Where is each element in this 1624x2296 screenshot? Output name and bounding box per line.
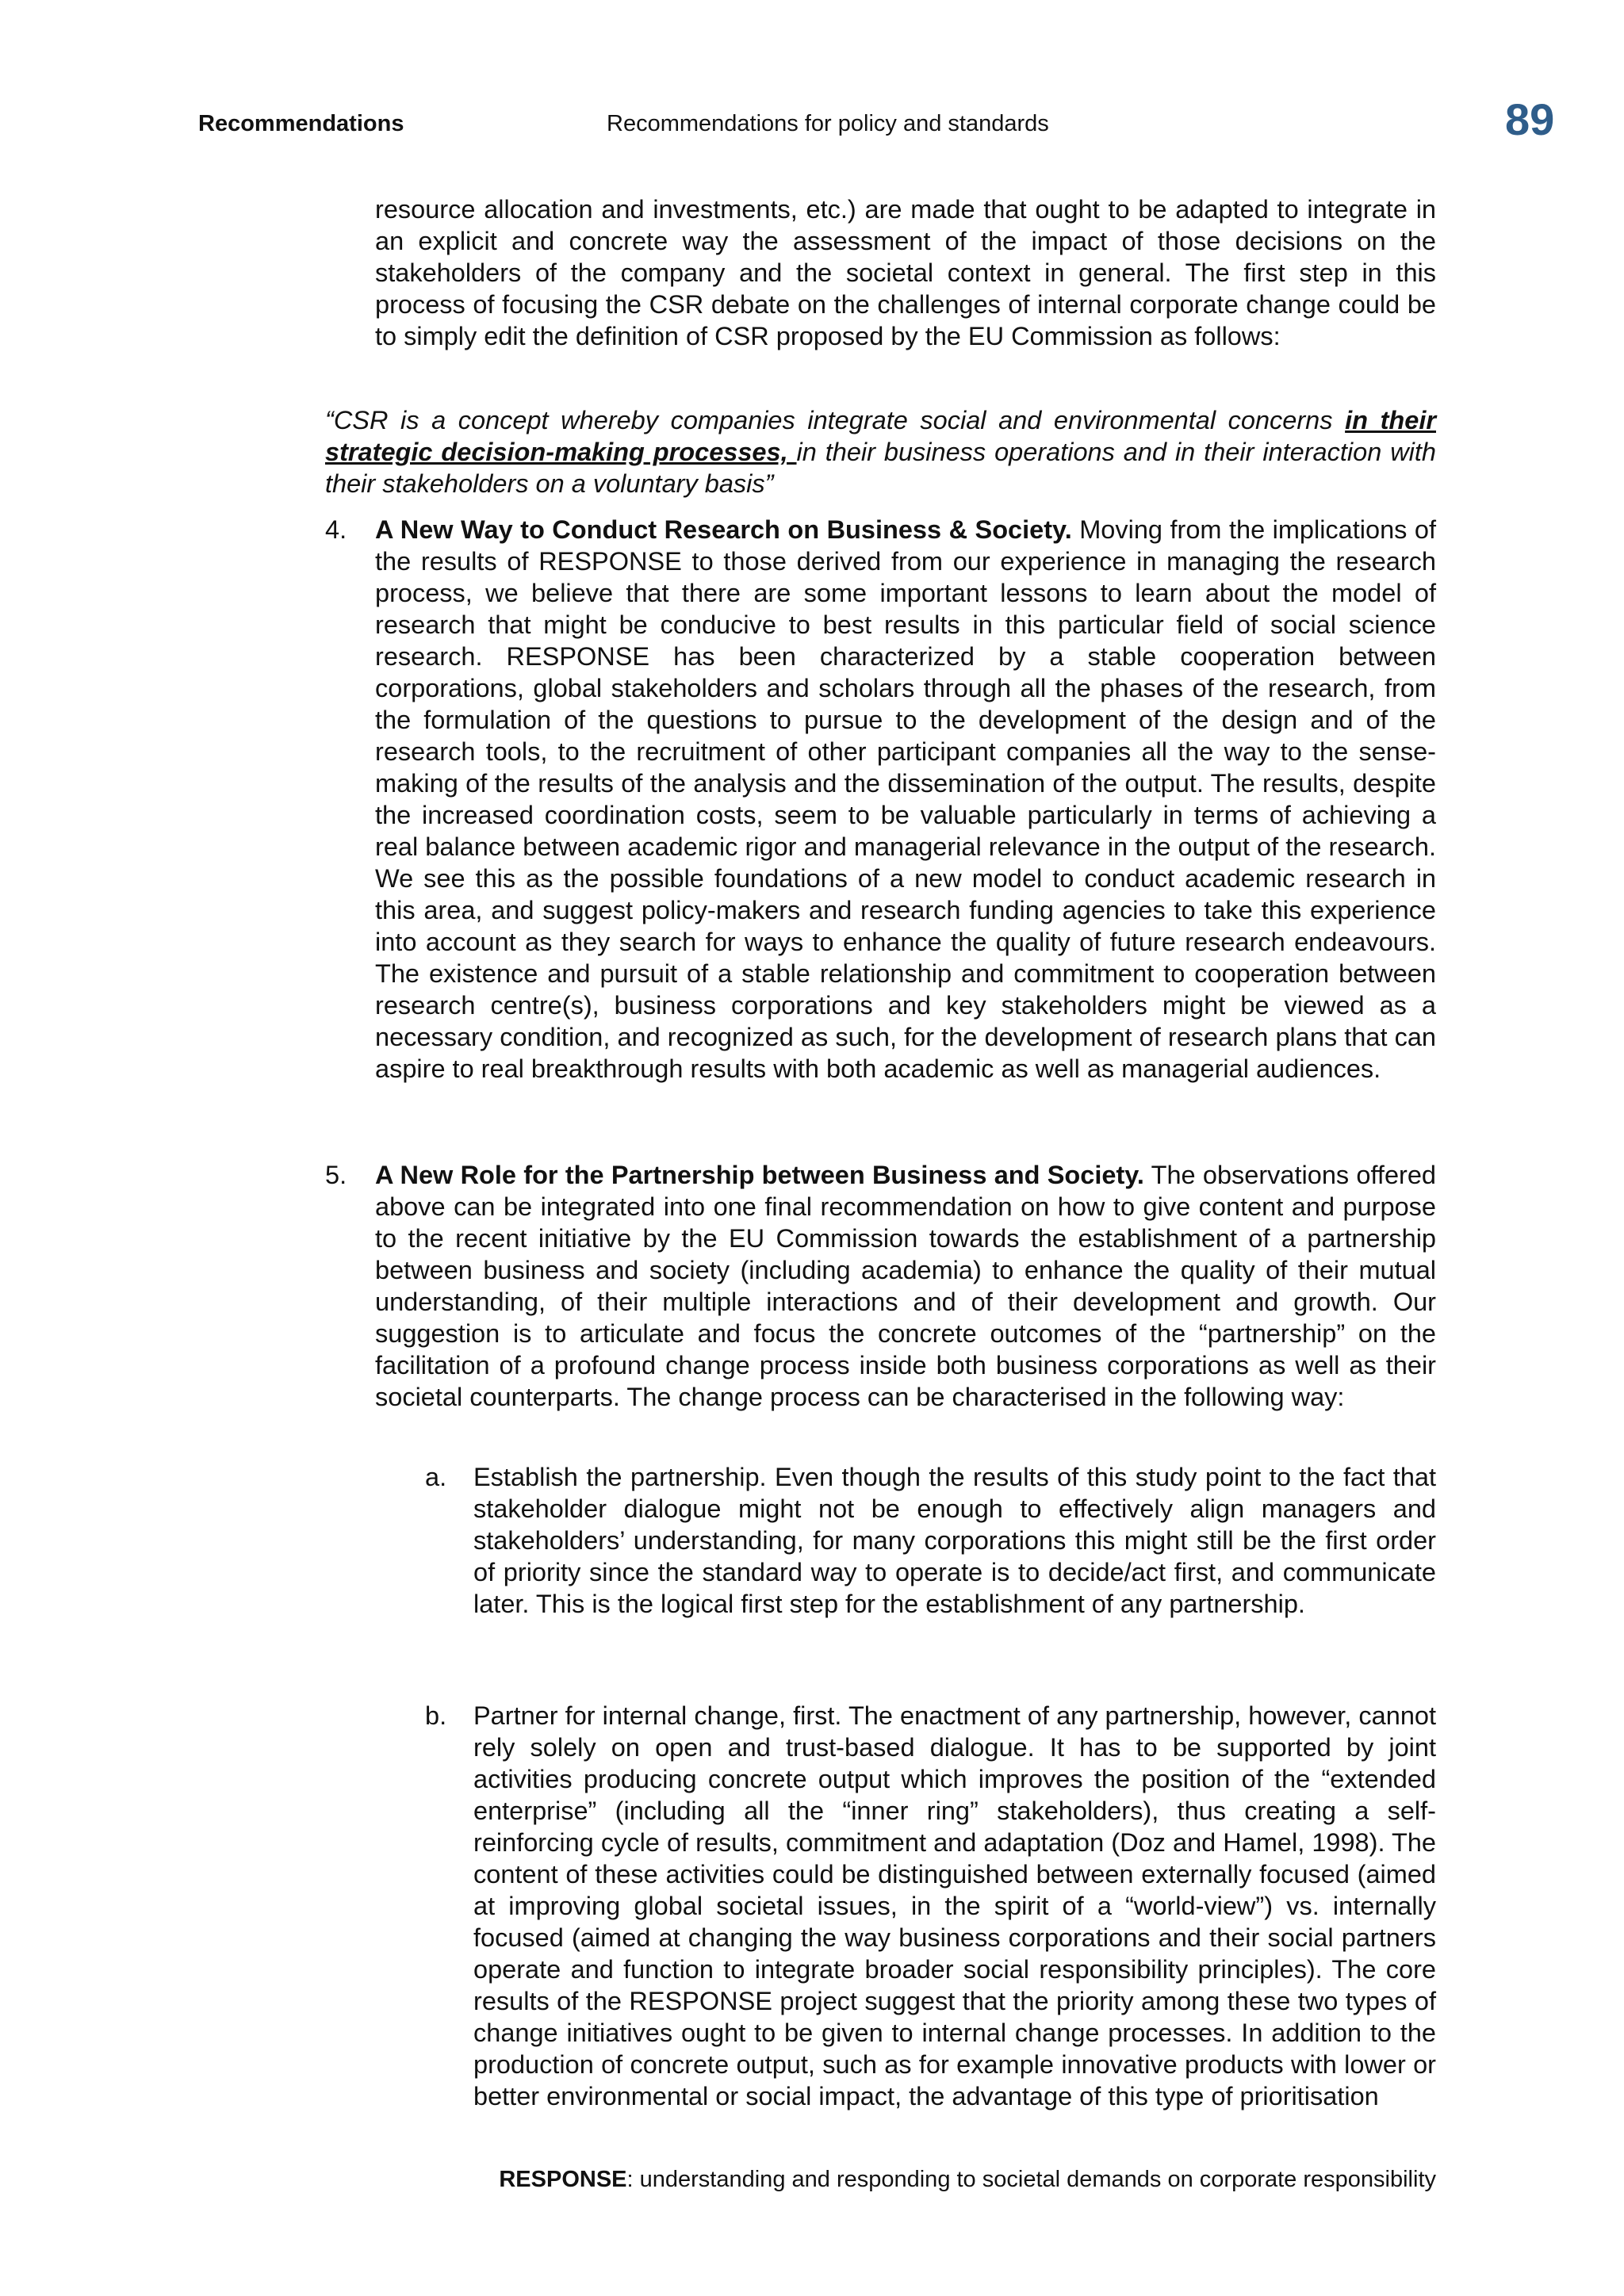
header-section-label: Recommendations xyxy=(198,111,404,136)
continuation-paragraph: resource allocation and investments, etc.) are made that ought to be adapted to integrate in an explicit and concrete way the assessment of the impact of those decisions on the stakeholders of the company and the societal context in general. The first step in this process of focusing the CSR debate on the challenges of internal corporate change could be to simply edit the definition of CSR proposed by the EU Commission as follows: xyxy=(375,195,1436,350)
list-item-number: 5. xyxy=(325,1161,347,1189)
list-item-heading: A New Way to Conduct Research on Business & Society. xyxy=(375,515,1072,544)
header-chapter-title: Recommendations for policy and standards xyxy=(607,111,1049,136)
list-item-body: Moving from the implications of the results of RESPONSE to those derived from our experience in managing the research process, we believe that there are some important lessons to learn about the model of research that might be conducive to best results in this particular field of social science research. RESPONSE has been characterized by a stable cooperation between corporations, global stakeholders and scholars through all the phases of the research, from the formulation of the questions to pursue to the development of the design and of the research tools, to the recruitment of other participant companies all the way to the sense-making of the results of the analysis and the dissemination of the output. The results, despite the increased coordination costs, seem to be valuable particularly in terms of achieving a real balance between academic rigor and managerial relevance in the output of the research. We see this as the possible foundations of a new model to conduct academic research in this area, and suggest policy-makers and research funding agencies to take this experience into account as they search for ways to enhance the quality of future research endeavours. The existence and pursuit of a stable relationship and commitment to cooperation between research centre(s), business corporations and key stakeholders might be viewed as a necessary condition, and recognized as such, for the development of research plans that can aspire to real breakthrough results with both academic as well as managerial audiences. xyxy=(375,515,1436,1083)
sub-item-letter: b. xyxy=(425,1701,447,1730)
sub-item-a xyxy=(425,1461,1436,1620)
list-item-5 xyxy=(325,1159,1436,1413)
quote-text-before: “CSR is a concept whereby companies integrate social and environmental concerns xyxy=(325,406,1346,434)
quote-text-after: in their business operations and in their interaction with their stakeholders on a voluntary basis” xyxy=(325,438,1436,498)
list-item-4 xyxy=(325,514,1436,1085)
sub-item-letter: a. xyxy=(425,1463,447,1491)
list-item-number: 4. xyxy=(325,515,347,544)
page-footer xyxy=(428,2167,1436,2193)
footer-brand: RESPONSE xyxy=(499,2167,627,2192)
sub-item-body: Partner for internal change, first. The enactment of any partnership, however, cannot rely solely on open and trust-based dialogue. It has to be supported by joint activities producing concrete output which improves the position of the “extended enterprise” (including all the “inner ring” stakeholders), thus creating a self-reinforcing cycle of results, commitment and adaptation (Doz and Hamel, 1998). The content of these activities could be distinguished between externally focused (aimed at improving global societal issues, in the spirit of a “world-view”) vs. internally focused (aimed at changing the way business corporations and their social partners operate and function to integrate broader social responsibility principles). The core results of the RESPONSE project suggest that the priority among these two types of change initiatives ought to be given to internal change processes. In addition to the production of concrete output, such as for example innovative products with lower or better environmental or social impact, the advantage of this type of prioritisation xyxy=(473,1701,1436,2110)
footer-text: : understanding and responding to societal demands on corporate responsibility xyxy=(626,2167,1436,2192)
sub-item-b xyxy=(425,1700,1436,2112)
page-number: 89 xyxy=(1505,94,1555,144)
sub-item-body: Establish the partnership. Even though the results of this study point to the fact that stakeholder dialogue might not be enough to effectively align managers and stakeholders’ understanding, for many corporations this might still be the first order of priority since the standard way to operate is to decide/act first, and communicate later. This is the logical first step for the establishment of any partnership. xyxy=(473,1463,1436,1618)
list-item-body: The observations offered above can be integrated into one final recommendation on how to give content and purpose to the recent initiative by the EU Commission towards the establishment of a partnership between business and society (including academia) to enhance the quality of their mutual understanding, of their multiple interactions and of their development and growth. Our suggestion is to articulate and focus the concrete outcomes of the “partnership” on the facilitation of a profound change process inside both business corporations as well as their societal counterparts. The change process can be characterised in the following way: xyxy=(375,1161,1436,1411)
quote-emphasis: in their strategic decision-making processes, xyxy=(325,406,1436,466)
csr-definition-quote xyxy=(325,404,1436,499)
list-item-heading: A New Role for the Partnership between Business and Society. xyxy=(375,1161,1144,1189)
